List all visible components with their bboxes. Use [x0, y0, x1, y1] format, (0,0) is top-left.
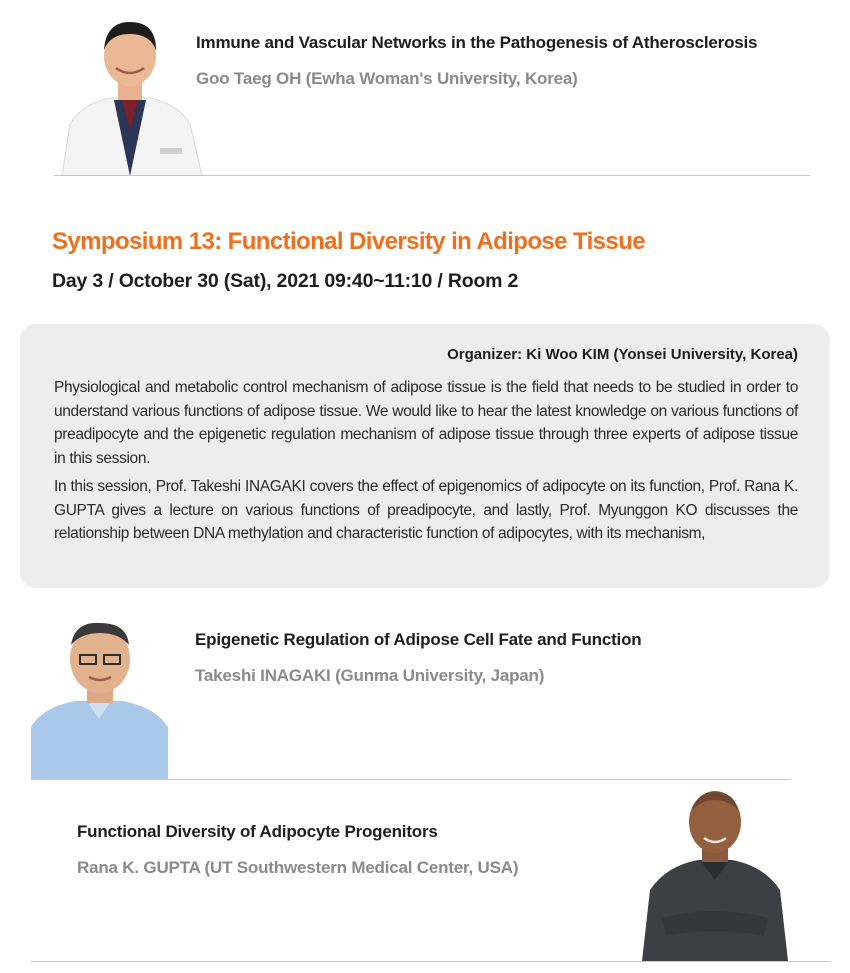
portrait-image	[52, 12, 208, 176]
portrait-image	[640, 786, 790, 961]
description-paragraph: In this session, Prof. Takeshi INAGAKI covers the effect of epigenomics of adipocyte on its function, Prof. Rana K. GUPTA gives a lecture on various functions of preadipocyte, and lastly, Prof. Myunggon KO discusses the relationship between DNA methylation and characteristic function of adipocytes, with its mechanism,	[54, 478, 798, 542]
talk-title: Epigenetic Regulation of Adipose Cell Fate and Function	[195, 630, 642, 649]
symposium-description-box	[20, 324, 830, 588]
symposium-title: Symposium 13: Functional Diversity in Adipose Tissue	[52, 228, 645, 255]
talk-speaker: Goo Taeg OH (Ewha Woman's University, Korea)	[196, 69, 578, 88]
talk-speaker: Takeshi INAGAKI (Gunma University, Japan)	[195, 666, 545, 685]
talk-speaker: Rana K. GUPTA (UT Southwestern Medical Center, USA)	[77, 858, 519, 877]
divider	[54, 175, 810, 176]
symposium-schedule: Day 3 / October 30 (Sat), 2021 09:40~11:10 / Room 2	[52, 270, 519, 292]
speaker-photo-takeshi-inagaki	[31, 615, 168, 780]
talk-title: Immune and Vascular Networks in the Pathogenesis of Atherosclerosis	[196, 33, 758, 52]
divider	[31, 779, 791, 780]
divider	[31, 961, 831, 962]
organizer: Organizer: Ki Woo KIM (Yonsei University, Korea)	[447, 346, 798, 363]
portrait-image	[31, 615, 168, 780]
talk-title: Functional Diversity of Adipocyte Progenitors	[77, 822, 438, 841]
speaker-photo-rana-gupta	[640, 786, 790, 961]
description-paragraph: Physiological and metabolic control mechanism of adipose tissue is the field that needs to be studied in order to understand various functions of adipose tissue. We would like to hear the latest knowledge on various functions of preadipocyte and the epigenetic regulation mechanism of adipose tissue through three experts of adipose tissue in this session.	[54, 379, 798, 467]
speaker-photo-goo-taeg-oh	[52, 12, 208, 176]
